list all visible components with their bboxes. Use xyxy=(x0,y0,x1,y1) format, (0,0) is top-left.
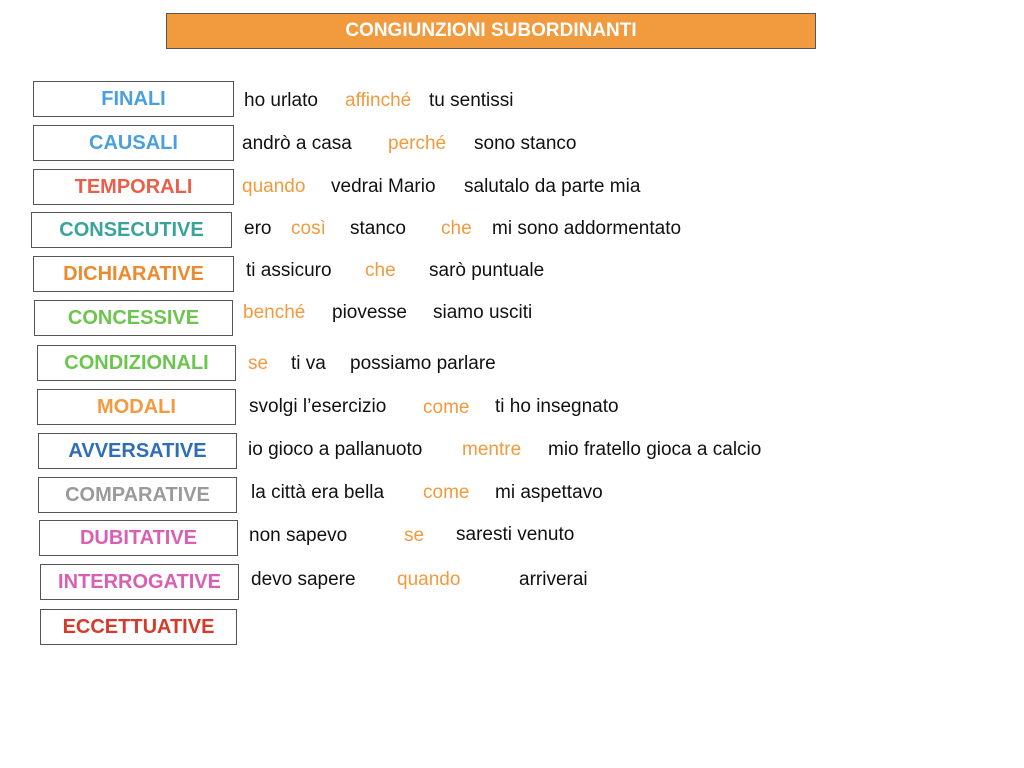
conjunction-word: come xyxy=(423,397,470,418)
category-label-dubitative: DUBITATIVE xyxy=(39,520,238,556)
example-text: ti assicuro xyxy=(246,260,332,281)
category-label-modali: MODALI xyxy=(37,389,236,425)
example-text: ero xyxy=(244,218,272,239)
category-label-consecutive: CONSECUTIVE xyxy=(31,212,232,248)
example-text: tu sentissi xyxy=(429,90,514,111)
conjunction-word: se xyxy=(248,353,269,374)
category-label-concessive: CONCESSIVE xyxy=(34,300,233,336)
example-text: io gioco a pallanuoto xyxy=(248,439,423,460)
category-label-interrogative: INTERROGATIVE xyxy=(40,564,239,600)
conjunction-word: che xyxy=(441,218,472,239)
category-label-temporali: TEMPORALI xyxy=(33,169,234,205)
example-text: non sapevo xyxy=(249,525,348,546)
category-label-finali: FINALI xyxy=(33,81,234,117)
conjunction-word: affinché xyxy=(345,90,412,111)
conjunction-word: così xyxy=(291,218,326,239)
example-text: mi sono addormentato xyxy=(492,218,682,239)
conjunction-word: mentre xyxy=(462,439,522,460)
category-label-condizionali: CONDIZIONALI xyxy=(37,345,236,381)
example-text: la città era bella xyxy=(251,482,385,503)
example-text: stanco xyxy=(350,218,406,239)
example-text: devo sapere xyxy=(251,569,356,590)
example-text: sono stanco xyxy=(474,133,577,154)
example-text: possiamo parlare xyxy=(350,353,496,374)
example-text: andrò a casa xyxy=(242,133,352,154)
conjunction-word: quando xyxy=(242,176,306,197)
example-text: mio fratello gioca a calcio xyxy=(548,439,762,460)
example-text: ti ho insegnato xyxy=(495,396,619,417)
category-label-dichiarative: DICHIARATIVE xyxy=(33,256,234,292)
conjunction-word: se xyxy=(404,525,425,546)
conjunction-word: come xyxy=(423,482,470,503)
example-text: ho urlato xyxy=(244,90,318,111)
page-title: CONGIUNZIONI SUBORDINANTI xyxy=(166,13,816,49)
category-label-comparative: COMPARATIVE xyxy=(38,477,237,513)
conjunction-word: benché xyxy=(243,302,306,323)
example-text: mi aspettavo xyxy=(495,482,603,503)
example-text: salutalo da parte mia xyxy=(464,176,641,197)
conjunction-word: che xyxy=(365,260,396,281)
example-text: piovesse xyxy=(332,302,407,323)
category-label-causali: CAUSALI xyxy=(33,125,234,161)
example-text: sarò puntuale xyxy=(429,260,545,281)
example-text: siamo usciti xyxy=(433,302,533,323)
category-label-eccettuative: ECCETTUATIVE xyxy=(40,609,237,645)
example-text: ti va xyxy=(291,353,326,374)
example-text: vedrai Mario xyxy=(331,176,436,197)
conjunction-word: perché xyxy=(388,133,447,154)
example-text: arriverai xyxy=(519,569,588,590)
conjunction-word: quando xyxy=(397,569,461,590)
example-text: saresti venuto xyxy=(456,524,575,545)
category-label-avversative: AVVERSATIVE xyxy=(38,433,237,469)
example-text: svolgi l’esercizio xyxy=(249,396,387,417)
